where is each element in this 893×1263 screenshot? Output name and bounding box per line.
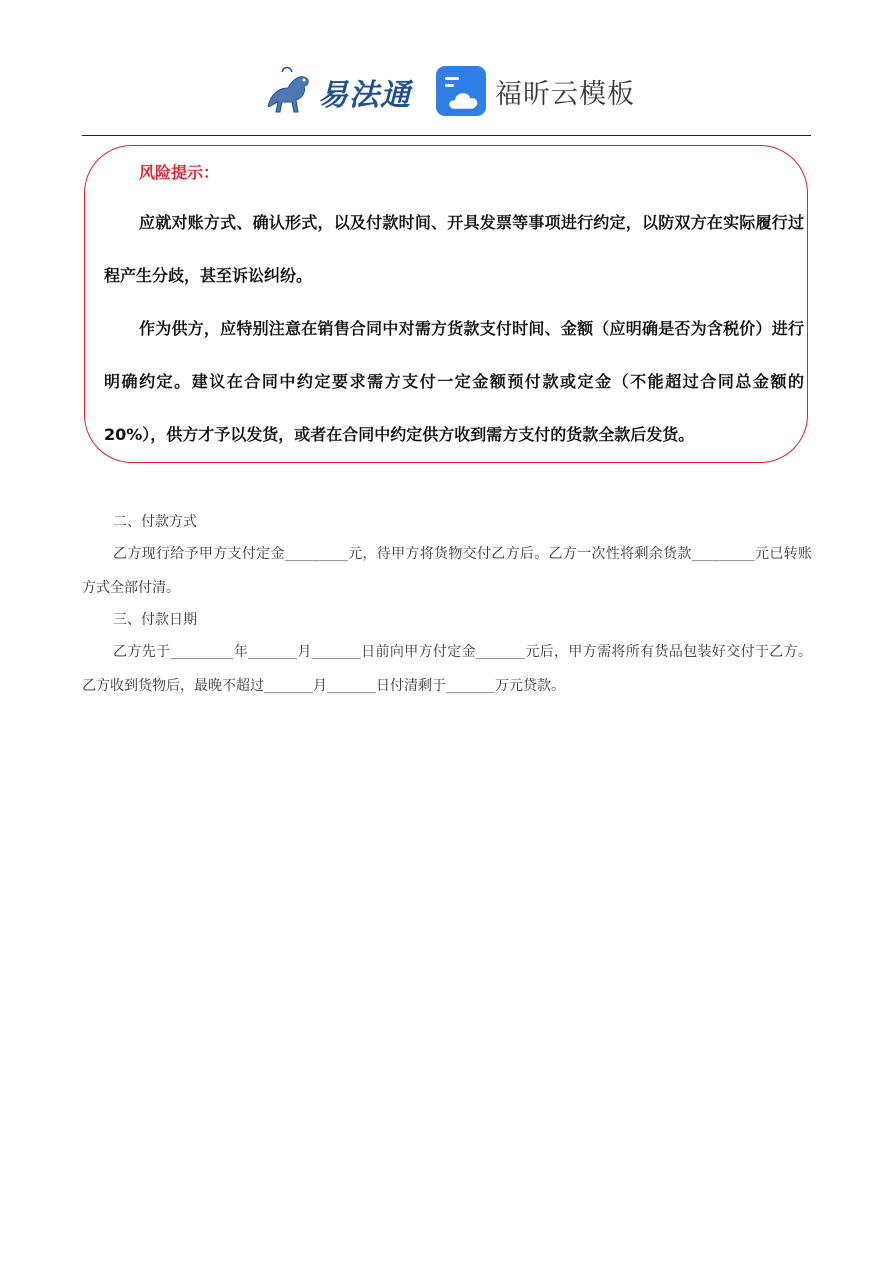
page-header xyxy=(0,58,893,122)
foxit-cloud-icon xyxy=(436,66,486,116)
foxit-logo-text: 福昕云模板 xyxy=(495,79,635,110)
qilin-icon xyxy=(262,62,318,118)
section-heading-payment-method: 二、付款方式 xyxy=(113,514,197,530)
section-body-payment-method: 乙方现行给予甲方支付定金_________元，待甲方将货物交付乙方后。乙方一次性将剩余货款_________元已转账方式全部付清。 xyxy=(82,546,812,596)
section-heading-payment-date: 三、付款日期 xyxy=(113,612,197,628)
risk-paragraph-1: 应就对账方式、确认形式，以及付款时间、开具发票等事项进行约定，以防双方在实际履行过程产生分歧，甚至诉讼纠纷。 xyxy=(104,213,804,285)
yifatong-logo xyxy=(262,62,412,118)
yifatong-logo-text: 易法通 xyxy=(318,78,411,113)
section-body-payment-date: 乙方先于_________年_______月_______日前向甲方付定金_______元后，甲方需将所有货品包装好交付于乙方。乙方收到货物后，最晚不超过_______月_______日付清剩于_______万元贷款。 xyxy=(82,644,812,694)
risk-paragraph-2: 作为供方，应特别注意在销售合同中对需方货款支付时间、金额（应明确是否为含税价）进行明确约定。建议在合同中约定要求需方支付一定金额预付款或定金（不能超过合同总金额的 20%），供方才予以发货，或者在合同中约定供方收到需方支付的货款全款后发货。 xyxy=(104,319,804,444)
risk-title: 风险提示： xyxy=(139,163,220,182)
header-divider xyxy=(82,135,811,136)
